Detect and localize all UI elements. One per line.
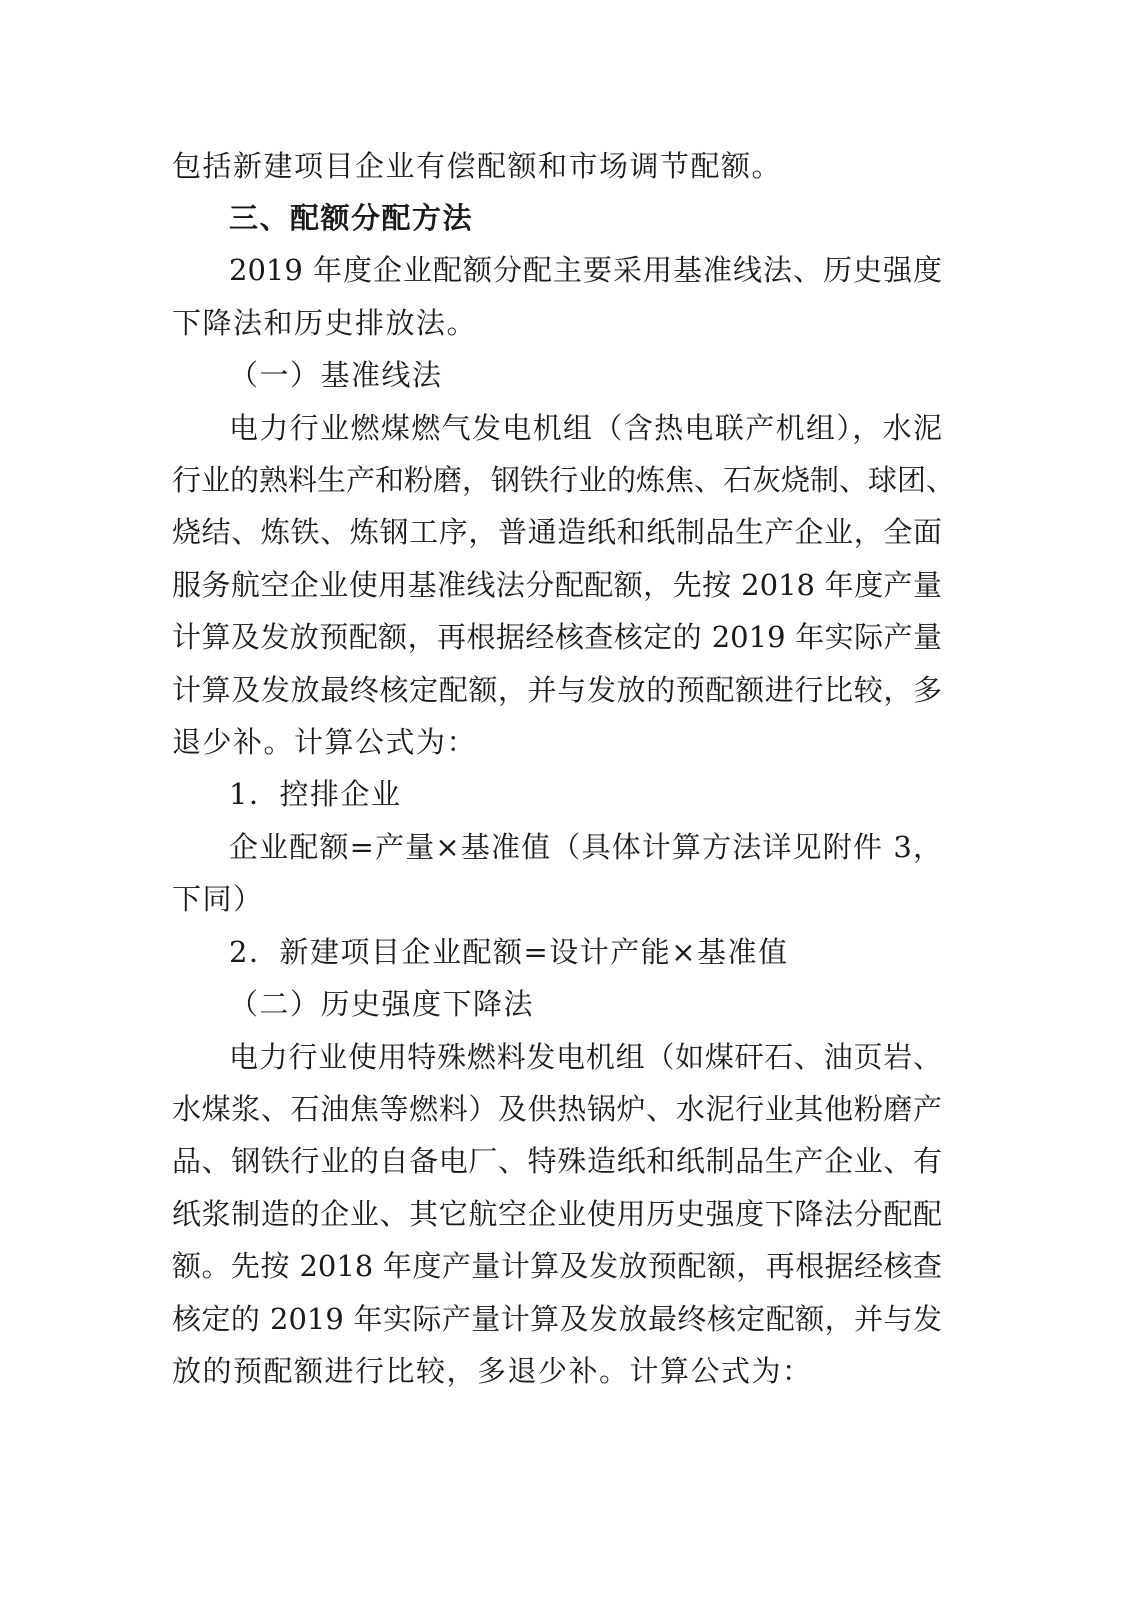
paragraph-line: 电力行业燃煤燃气发电机组（含热电联产机组），水泥 <box>229 411 942 445</box>
paragraph-line: 水煤浆、石油焦等燃料）及供热锅炉、水泥行业其他粉磨产 <box>172 1092 942 1126</box>
paragraph-line: 下同） <box>172 882 264 916</box>
paragraph-line: 计算及发放最终核定配额，并与发放的预配额进行比较，多 <box>172 673 942 707</box>
paragraph-line: 纸浆制造的企业、其它航空企业使用历史强度下降法分配配 <box>172 1197 942 1231</box>
formula-line: 企业配额=产量×基准值（具体计算方法详见附件 3， <box>229 830 942 864</box>
formula-line: 2．新建项目企业配额=设计产能×基准值 <box>229 935 789 969</box>
paragraph-line: 包括新建项目企业有偿配额和市场调节配额。 <box>172 149 783 183</box>
subsection-heading: （二）历史强度下降法 <box>229 987 535 1021</box>
paragraph-line: 下降法和历史排放法。 <box>172 306 478 340</box>
paragraph-line: 行业的熟料生产和粉磨，钢铁行业的炼焦、石灰烧制、球团、 <box>172 463 956 497</box>
paragraph-line: 额。先按 2018 年度产量计算及发放预配额，再根据经核查 <box>172 1249 942 1283</box>
paragraph-line: 计算及发放预配额，再根据经核查核定的 2019 年实际产量 <box>172 620 942 654</box>
list-item-heading: 1．控排企业 <box>229 777 402 811</box>
paragraph-line: 服务航空企业使用基准线法分配配额，先按 2018 年度产量 <box>172 568 942 602</box>
paragraph-line: 放的预配额进行比较，多退少补。计算公式为： <box>172 1354 813 1388</box>
subsection-heading: （一）基准线法 <box>229 358 443 392</box>
paragraph-line: 电力行业使用特殊燃料发电机组（如煤矸石、油页岩、 <box>229 1040 942 1074</box>
paragraph-line: 退少补。计算公式为： <box>172 725 478 759</box>
paragraph-line: 2019 年度企业配额分配主要采用基准线法、历史强度 <box>229 253 942 287</box>
paragraph-line: 核定的 2019 年实际产量计算及发放最终核定配额，并与发 <box>172 1302 942 1336</box>
section-heading: 三、配额分配方法 <box>229 201 474 235</box>
paragraph-line: 烧结、炼铁、炼钢工序，普通造纸和纸制品生产企业，全面 <box>172 515 942 549</box>
paragraph-line: 品、钢铁行业的自备电厂、特殊造纸和纸制品生产企业、有 <box>172 1144 942 1178</box>
